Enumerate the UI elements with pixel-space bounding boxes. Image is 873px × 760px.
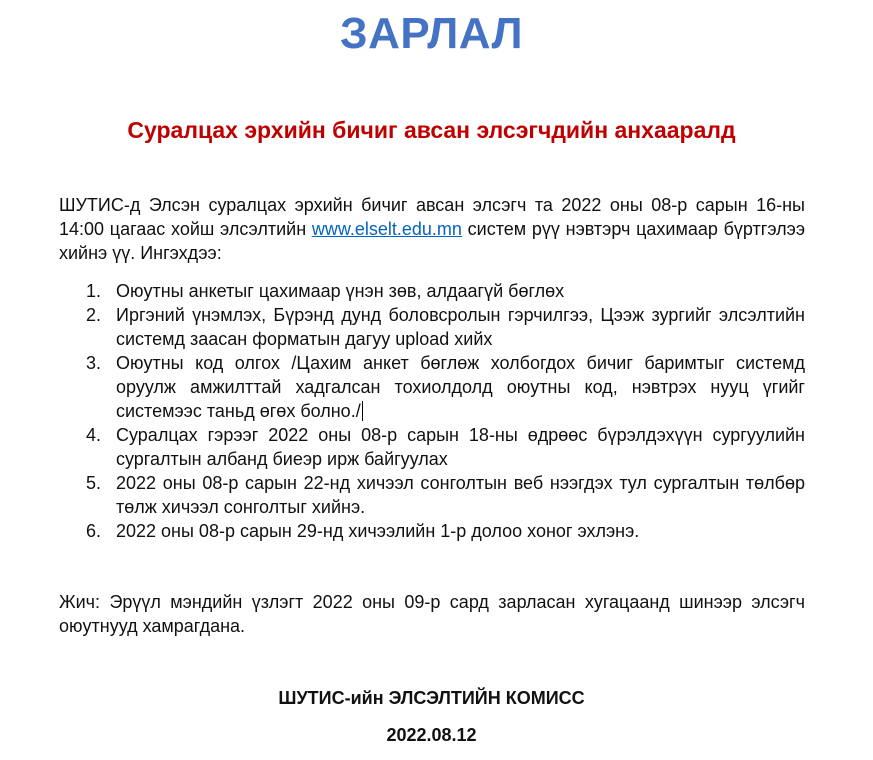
intro-paragraph: [59, 193, 805, 265]
list-item-number: 5.: [86, 473, 102, 493]
list-item-text: Оюутны код олгох /Цахим анкет бөглөж холбогдох бичиг баримтыг системд оруулж амжилттай хадгалсан тохиолдолд оюутны код, нэвтрэх нууц үгийг системээс таньд өгөх болно./: [116, 353, 805, 421]
announcement-title: ЗАРЛАЛ: [340, 9, 523, 58]
list-item-number: 3.: [86, 353, 102, 373]
list-item-number: 2.: [86, 305, 102, 325]
list-item-number: 6.: [86, 521, 102, 541]
intro-text-before-link: ШУТИС-д Элсэн суралцах эрхийн бичиг авсан элсэгч та 2022 оны 08-р сарын 16-ны 14:00 цагаас хойш элсэлтийн: [59, 195, 805, 239]
intro-text-after-link: систем рүү нэвтэрч цахимаар бүртгэлээ хийнэ үү. Ингэхдээ:: [59, 219, 805, 263]
document-date: 2022.08.12: [386, 725, 477, 745]
list-item: [59, 303, 805, 351]
note-paragraph: Жич: Эрүүл мэндийн үзлэгт 2022 оны 09-р сард зарласан хугацаанд шинээр элсэгч оюутнууд хамрагдана.: [59, 592, 805, 636]
list-item-text: 2022 оны 08-р сарын 29-нд хичээлийн 1-р долоо хоног эхлэнэ.: [116, 521, 640, 541]
list-item-text: Иргэний үнэмлэх, Бүрэнд дунд боловсролын гэрчилгээ, Цээж зургийг элсэлтийн системд заасан форматын дагуу upload хийх: [116, 305, 805, 349]
list-item-text: Суралцах гэрээг 2022 оны 08-р сарын 18-ны өдрөөс бүрэлдэхүүн сургуулийн сургалтын албанд биеэр ирж байгуулах: [116, 425, 805, 469]
list-item-text: Оюутны анкетыг цахимаар үнэн зөв, алдаагүй бөглөх: [116, 281, 565, 301]
elselt-link[interactable]: www.elselt.edu.mn: [311, 219, 462, 239]
list-item-number: 1.: [86, 281, 102, 301]
list-item: [59, 423, 805, 471]
list-item: [59, 351, 805, 423]
list-item: [59, 519, 805, 543]
text-cursor: [362, 401, 363, 421]
list-item: [59, 279, 805, 303]
announcement-subtitle: Суралцах эрхийн бичиг авсан элсэгчдийн анхааралд: [127, 117, 736, 143]
signature-line: ШУТИС-ийн ЭЛСЭЛТИЙН КОМИСС: [278, 688, 585, 708]
list-item-number: 4.: [86, 425, 102, 445]
instruction-list: [59, 279, 805, 543]
list-item-text: 2022 оны 08-р сарын 22-нд хичээл сонголтын веб нээгдэх тул сургалтын төлбөр төлж хичээл сонголтыг хийнэ.: [116, 473, 805, 517]
list-item: [59, 471, 805, 519]
